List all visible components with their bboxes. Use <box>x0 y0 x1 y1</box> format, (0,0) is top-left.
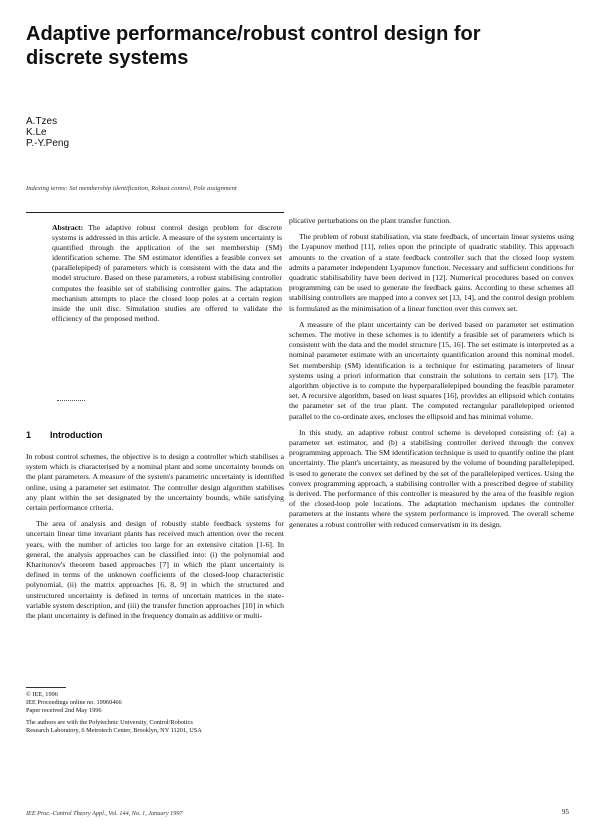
journal-citation: IEE Proc.-Control Theory Appl., Vol. 144, No. 1, January 1997 <box>26 810 183 817</box>
page-number: 95 <box>562 808 569 816</box>
paper-number-note: IEE Proceedings online no. 19960466 <box>26 699 122 706</box>
section-title: Introduction <box>50 430 103 440</box>
paper-title-line-2: discrete systems <box>26 47 189 69</box>
paragraph: The area of analysis and design of robustly stable feedback systems for uncertain linear time invariant plants has received much attention over the recent years, with the number of articles too large for an extensive citation [1-6]. In general, the analysis approaches can be classified into: (i) the polynomial and Kharitonov's theorem based approaches [7] in which the plant uncertainty is defined in terms of the unknown coefficients of the closed-loop characteristic polynomial, (ii) the matrix approaches [6, 8, 9] in which the structured and unstructured uncertainty is defined in terms of uncertain matrices in the state-variable system description, and (iii) the transfer function approaches [10] in which the plant uncertainty is defined in the frequency domain as additive or multi- <box>26 519 284 621</box>
author-list <box>26 116 69 149</box>
author: K.Le <box>26 127 47 138</box>
paragraph: plicative perturbations on the plant transfer function. <box>289 216 452 225</box>
paper-title <box>26 22 566 70</box>
section-number: 1 <box>26 430 32 440</box>
section-heading <box>26 430 103 440</box>
paragraph: In robust control schemes, the objective is to design a controller which stabilises a system which is characterised by a nominal plant and some uncertainty bounds on the plant parameters. A measure of the system's parametric uncertainty is identified online, using a parameter set estimator. The controller design algorithm stabilises any plant within the set designated by the uncertainty bounds, while satisfying certain performance criteria. <box>26 452 284 513</box>
right-column <box>289 216 574 530</box>
abstract-end-rule <box>57 400 85 401</box>
paragraph: In this study, an adaptive robust control scheme is developed consisting of: (a) a parameter set estimator, and (b) a stabilising controller derived through the convex programming approach. The SM identification technique is used to quantify online the plant uncertainty. The plant's uncertainty, as measured by the volume of bounding parallelepiped, is used to generate the convex set defined by the set of the parallelepiped vertices. Using the convex programming approach, a stabilising controller with a prescribed degree of stability is derived. The performance of this controller is measured by the area of the feasible region of the closed-loop pole locations. The adaptation mechanism updates the controller parameters at the instants where the system performance is improved. The overall scheme generates a robust controller with reduced conservatism in its design. <box>289 427 574 529</box>
author: P.-Y.Peng <box>26 138 70 149</box>
paragraph: A measure of the plant uncertainty can be derived based on parameter set estimation schemes. The motive in these schemes is to identify a feasible set of parameters which is consistent with the data and the model structure [15, 16]. The set estimate is interpreted as a nominal parameter estimate with an uncertainty quantification around this nominal model. Set membership (SM) identification is a technique for estimating parameters of linear systems using a priori information that constrain the solutions to certain sets [17]. The algorithm objective is to compute the hyperparallelepiped bounding the feasible parameter set. A recursive algorithm, based on least squares [16], provides an ellipsoid which contains the parameter set of the true plant. The computed rectangular parallelepiped oriented parallel to the co-ordinate axes, encloses the ellipsoid and has minimal volume. <box>289 319 574 421</box>
footnotes <box>26 691 284 735</box>
copyright-note: © IEE, 1996 <box>26 691 58 698</box>
indexing-terms: Indexing terms: Set membership identification, Robust control, Pole assignment <box>26 185 237 192</box>
paragraph: The problem of robust stabilisation, via state feedback, of uncertain linear systems using the Lyapunov method [11], relies upon the principle of quadratic stability. This approach amounts to the creation of a state feedback controller such that the closed loop system admits a parameter independent Lyapunov function. Necessary and sufficient conditions for quadratic stabilisability have been derived in [12]. Numerical procedures based on convex programming can be used to generate the feedback gains. According to these schemes all stabilising controllers are mapped into a convex set [13, 14], and the control design problem is formulated as the minimisation of a linear function over this convex set. <box>289 232 574 313</box>
abstract-text: The adaptive robust control design problem for discrete systems is addressed in this article. A measure of the system uncertainty is quantified through the application of the set membership (SM) identification scheme. The SM estimator identifies a feasible convex set (parallelepiped) of parameters which is consistent with the data and the model structure. Based on these parameters, a robust stabilising controller computes the feasible set of stabilising controller gains. The adaptation mechanism attempts to place the closed loop poles at a certain region inside the unit disc. Simulation studies are offered to validate the efficiency of the proposed method. <box>52 223 282 323</box>
author: A.Tzes <box>26 116 58 127</box>
footnote-rule <box>26 687 66 688</box>
left-column <box>26 452 284 621</box>
affiliation-note: The authors are with the Polytechnic University, Control/Robotics <box>26 719 193 726</box>
abstract <box>52 223 282 324</box>
paper-title-line-1: Adaptive performance/robust control design for <box>26 23 481 45</box>
affiliation-note: Research Laboratory, 6 Metrotech Center, Brooklyn, NY 11201, USA <box>26 727 202 734</box>
received-note: Paper received 2nd May 1996 <box>26 707 102 714</box>
abstract-label: Abstract: <box>52 223 84 232</box>
